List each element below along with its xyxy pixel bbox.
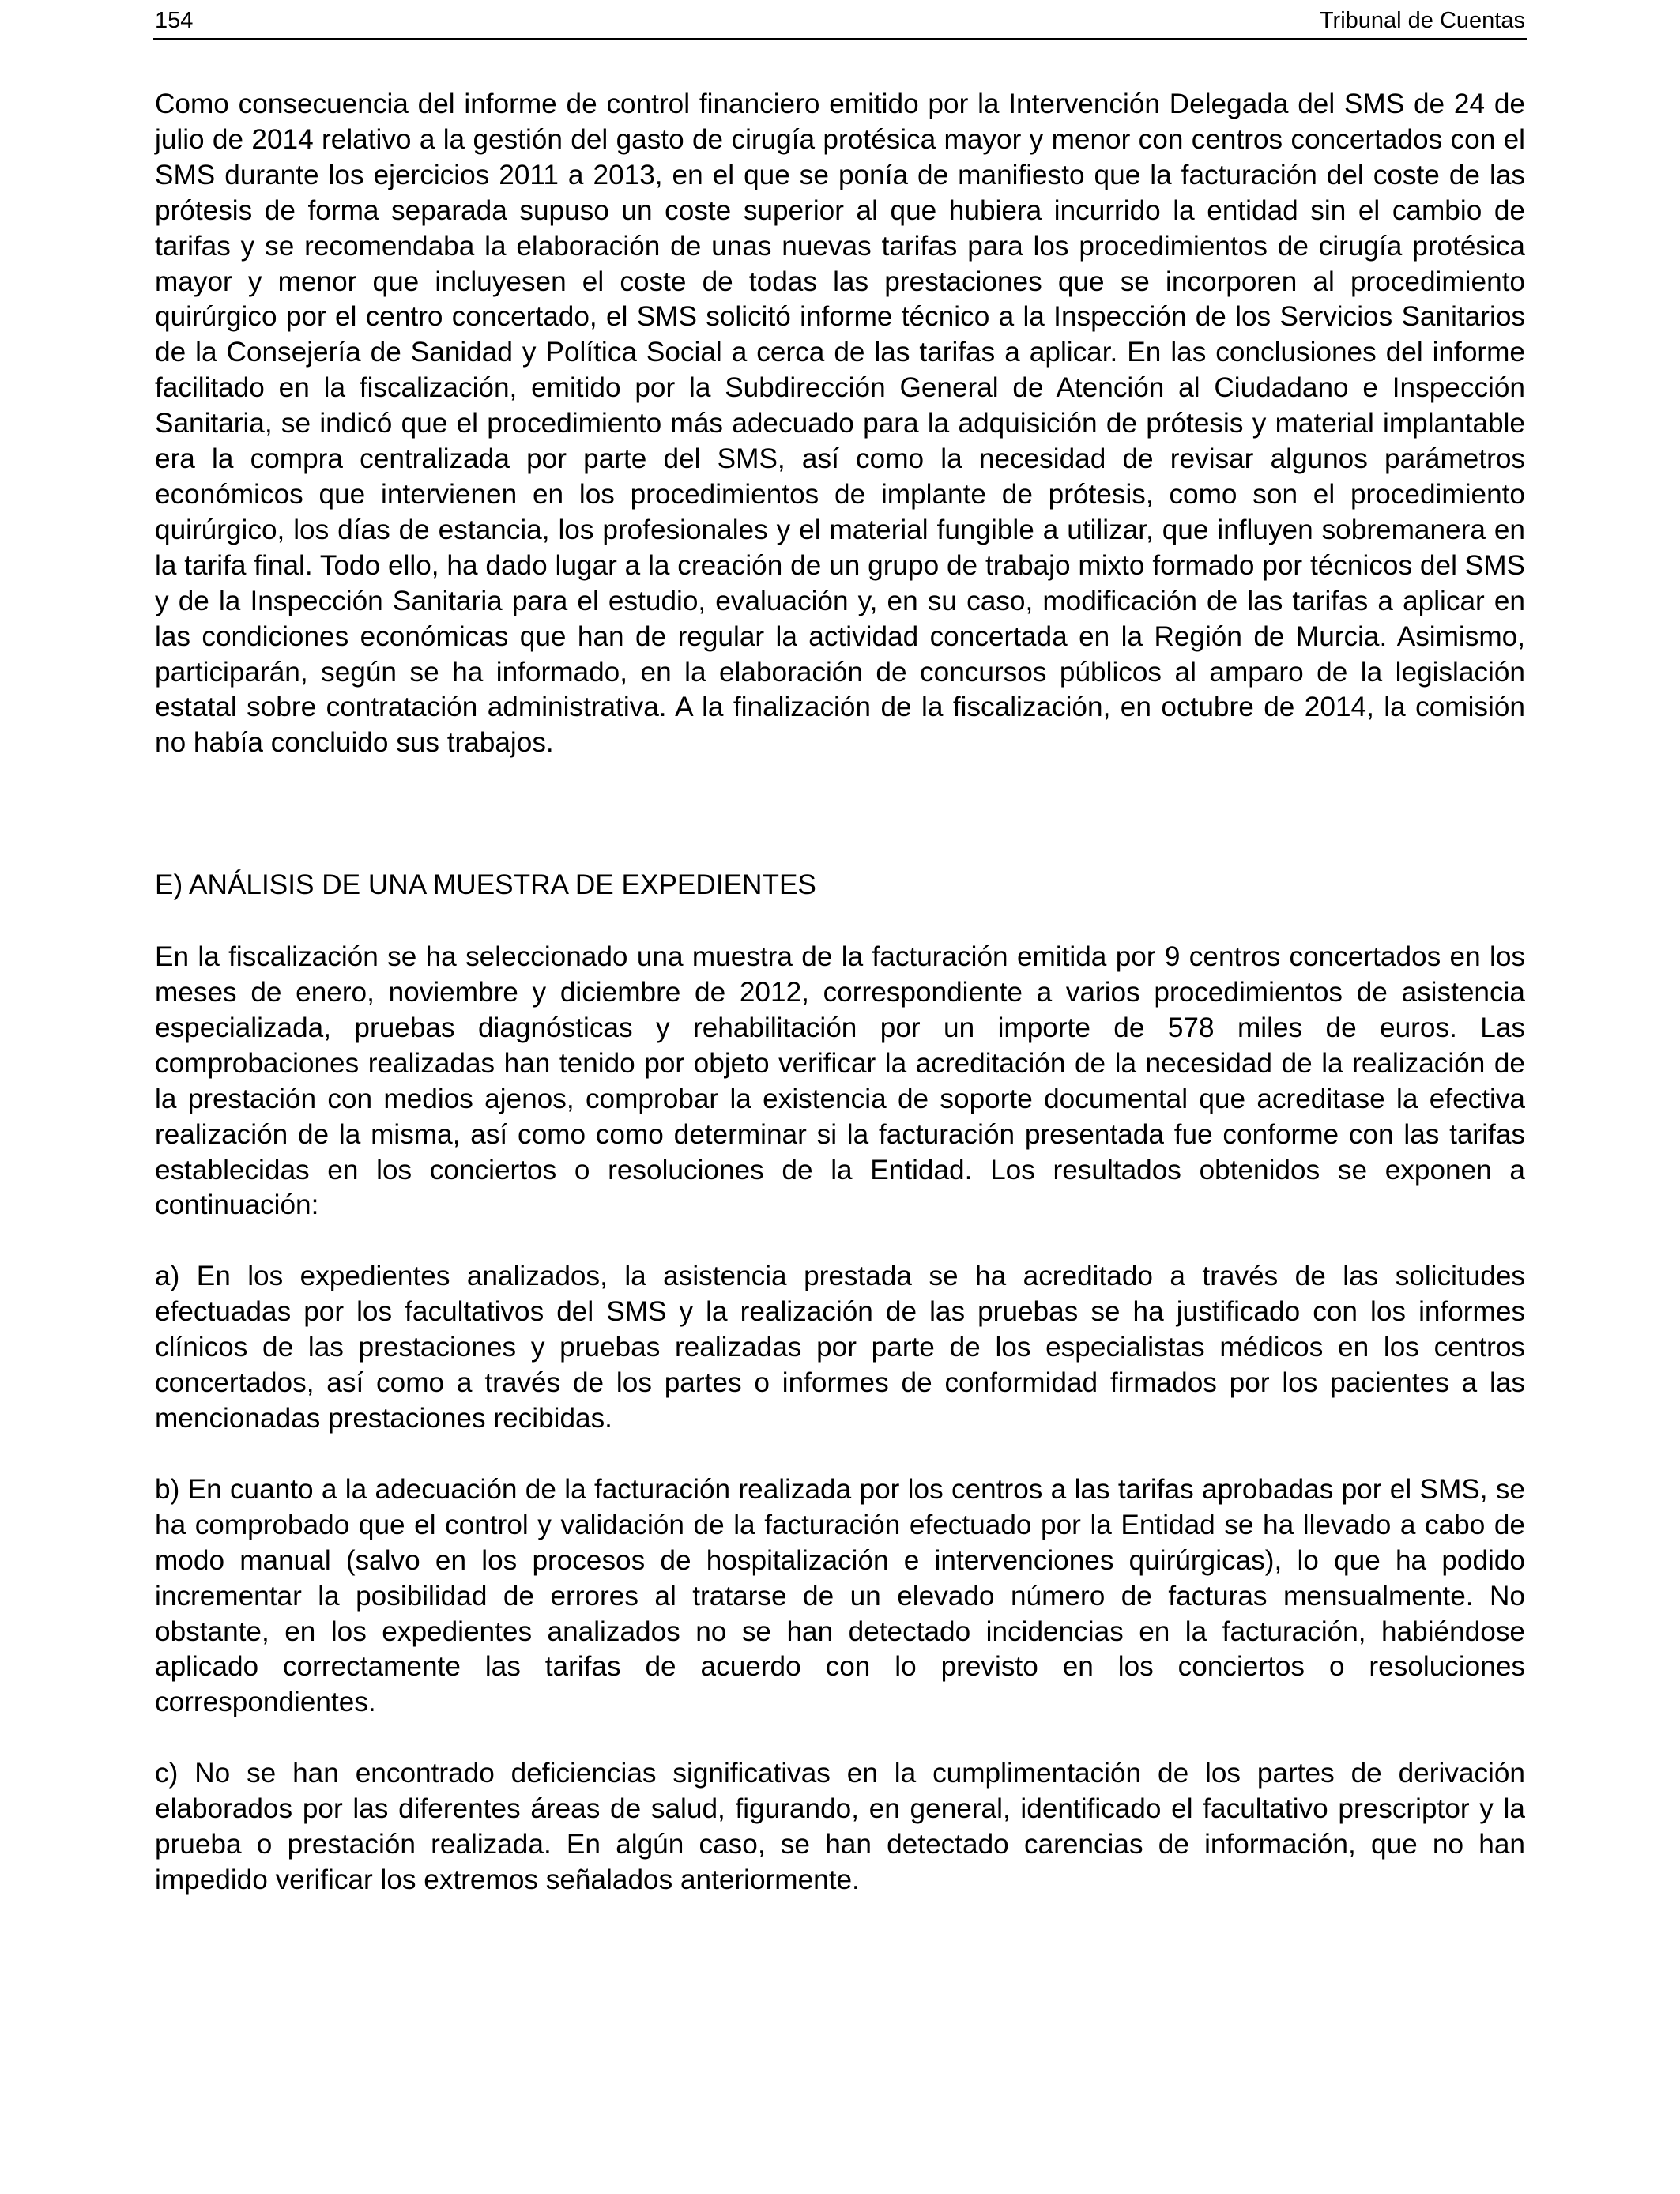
document-body	[155, 87, 1525, 1898]
finding-a-paragraph: a) En los expedientes analizados, la asistencia prestada se ha acreditado a través de las solicitudes efectuadas por los facultativos del SMS y la realización de las pruebas se ha justificado con los informes clínicos de las prestaciones y pruebas realizadas por parte de los especialistas médicos en los centros concertados, así como a través de los partes o informes de conformidad firmados por los pacientes a las mencionadas prestaciones recibidas.	[155, 1261, 1525, 1434]
page-number: 154	[155, 8, 194, 33]
section-heading: E) ANÁLISIS DE UNA MUESTRA DE EXPEDIENTES	[155, 869, 816, 901]
page-header	[153, 6, 1527, 40]
intro-paragraph: Como consecuencia del informe de control financiero emitido por la Intervención Delegada del SMS de 24 de julio de 2014 relativo a la gestión del gasto de cirugía protésica mayor y menor con centros concertados con el SMS durante los ejercicios 2011 a 2013, en el que se ponía de manifiesto que la facturación del coste de las prótesis de forma separada supuso un coste superior al que hubiera incurrido la entidad sin el cambio de tarifas y se recomendaba la elaboración de unas nuevas tarifas para los procedimientos de cirugía protésica mayor y menor que incluyesen el coste de todas las prestaciones que se incorporen al procedimiento quirúrgico por el centro concertado, el SMS solicitó informe técnico a la Inspección de los Servicios Sanitarios de la Consejería de Sanidad y Política Social a cerca de las tarifas a aplicar. En las conclusiones del informe facilitado en la fiscalización, emitido por la Subdirección General de Atención al Ciudadano e Inspección Sanitaria, se indicó que el procedimiento más adecuado para la adquisición de prótesis y material implantable era la compra centralizada por parte del SMS, así como la necesidad de revisar algunos parámetros económicos que intervienen en los procedimientos de implante de prótesis, como son el procedimiento quirúrgico, los días de estancia, los profesionales y el material fungible a utilizar, que influyen sobremanera en la tarifa final. Todo ello, ha dado lugar a la creación de un grupo de trabajo mixto formado por técnicos del SMS y de la Inspección Sanitaria para el estudio, evaluación y, en su caso, modificación de las tarifas a aplicar en las condiciones económicas que han de regular la actividad concertada en la Región de Murcia. Asimismo, participarán, según se ha informado, en la elaboración de concursos públicos al amparo de la legislación estatal sobre contratación administrativa. A la finalización de la fiscalización, en octubre de 2014, la comisión no había concluido sus trabajos.	[155, 89, 1525, 759]
finding-c-paragraph: c) No se han encontrado deficiencias significativas en la cumplimentación de los partes de derivación elaborados por las diferentes áreas de salud, figurando, en general, identificado el facultativo prescriptor y la prueba o prestación realizada. En algún caso, se han detectado carencias de información, que no han impedido verificar los extremos señalados anteriormente.	[155, 1758, 1525, 1895]
header-title: Tribunal de Cuentas	[1319, 8, 1525, 33]
finding-b-paragraph: b) En cuanto a la adecuación de la facturación realizada por los centros a las tarifas aprobadas por el SMS, se ha comprobado que el control y validación de la facturación efectuado por la Entidad se ha llevado a cabo de modo manual (salvo en los procesos de hospitalización e intervenciones quirúrgicas), lo que ha podido incrementar la posibilidad de errores al tratarse de un elevado número de facturas mensualmente. No obstante, en los expedientes analizados no se han detectado incidencias en la facturación, habiéndose aplicado correctamente las tarifas de acuerdo con lo previsto en los conciertos o resoluciones correspondientes.	[155, 1473, 1525, 1718]
section-intro-paragraph: En la fiscalización se ha seleccionado una muestra de la facturación emitida por 9 centros concertados en los meses de enero, noviembre y diciembre de 2012, correspondiente a varios procedimientos de asistencia especializada, pruebas diagnósticas y rehabilitación por un importe de 578 miles de euros. Las comprobaciones realizadas han tenido por objeto verificar la acreditación de la necesidad de la realización de la prestación con medios ajenos, comprobar la existencia de soporte documental que acreditase la efectiva realización de la misma, así como como determinar si la facturación presentada fue conforme con las tarifas establecidas en los conciertos o resoluciones de la Entidad. Los resultados obtenidos se exponen a continuación:	[155, 941, 1525, 1221]
